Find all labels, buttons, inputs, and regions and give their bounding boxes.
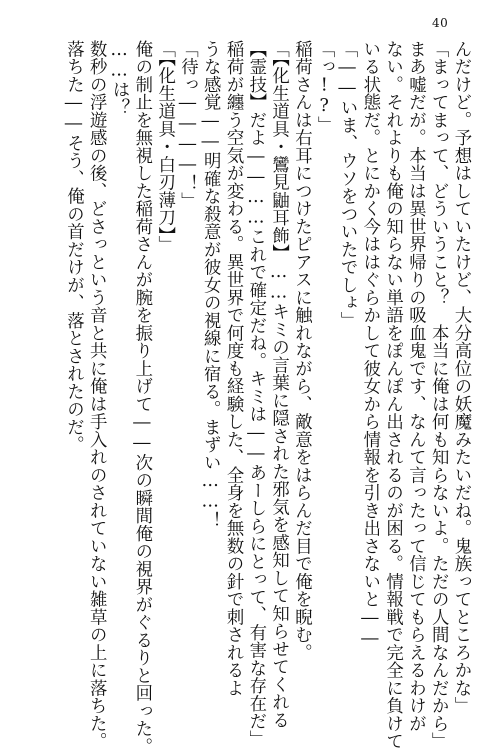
text-line: んだけど。予想はしていたけど、大分高位の妖魔みたいだね。鬼族ってところかな」 bbox=[451, 40, 471, 715]
text-line: 「――いま、ウソをついたでしょ」 bbox=[337, 40, 358, 330]
text-line: 数秒の浮遊感の後、どさっという音と共に俺は手入れのされていない雑草の上に落ちた。 bbox=[86, 40, 107, 750]
text-line: 稲荷が纏う空気が変わる。異世界で何度も経験した、全身を無数の針で刺されるよ bbox=[223, 40, 244, 697]
text-line: ……は？ bbox=[109, 40, 130, 117]
text-line: まあ嘘だが。本当は異世界帰りの吸血鬼です、なんて言ったって信じてもらえるわけが bbox=[405, 40, 426, 733]
vertical-text-block bbox=[62, 40, 472, 755]
text-line: 「【化生道具・鸞見鼬耳飾】……キミの言葉に隠された邪気を感知して知らせてくれる bbox=[268, 40, 289, 729]
text-line: 俺の制止を無視した稲荷さんが腕を振り上げて――次の瞬間俺の視界がぐるりと回った。 bbox=[131, 40, 152, 755]
text-line: ない。それよりも俺の知らない単語をぽんぽん出されるのが困る。情報戦で完全に負けて bbox=[382, 40, 403, 750]
text-line: 稲荷さんは右耳につけたピアスに触れながら、敵意をはらんだ目で俺を睨む。 bbox=[291, 40, 312, 662]
text-line: 「っ!?」 bbox=[314, 40, 335, 134]
text-line: 「【化生道具・白刃薄刀】」 bbox=[154, 40, 175, 254]
text-line: うな感覚――明確な殺意が彼女の視線に宿る。まずい……！ bbox=[200, 40, 221, 530]
text-line: 【霊技】だよ――……これで確定だね。キミは――あーしらにとって、有害な存在だ」 bbox=[245, 40, 266, 748]
text-line: 落ちた――そう、俺の首だけが、落とされたのだ。 bbox=[63, 40, 84, 454]
text-line: いる状態だ。とにかく今ははぐらかして彼女から情報を引き出さないと―― bbox=[359, 40, 380, 649]
text-line: 「待っ――――！」 bbox=[177, 40, 198, 211]
page-number: 40 bbox=[432, 16, 449, 30]
text-line: 「まってまって、どういうこと？ 本当に俺は何も知らないよ。ただの人間なんだから」 bbox=[428, 40, 449, 750]
